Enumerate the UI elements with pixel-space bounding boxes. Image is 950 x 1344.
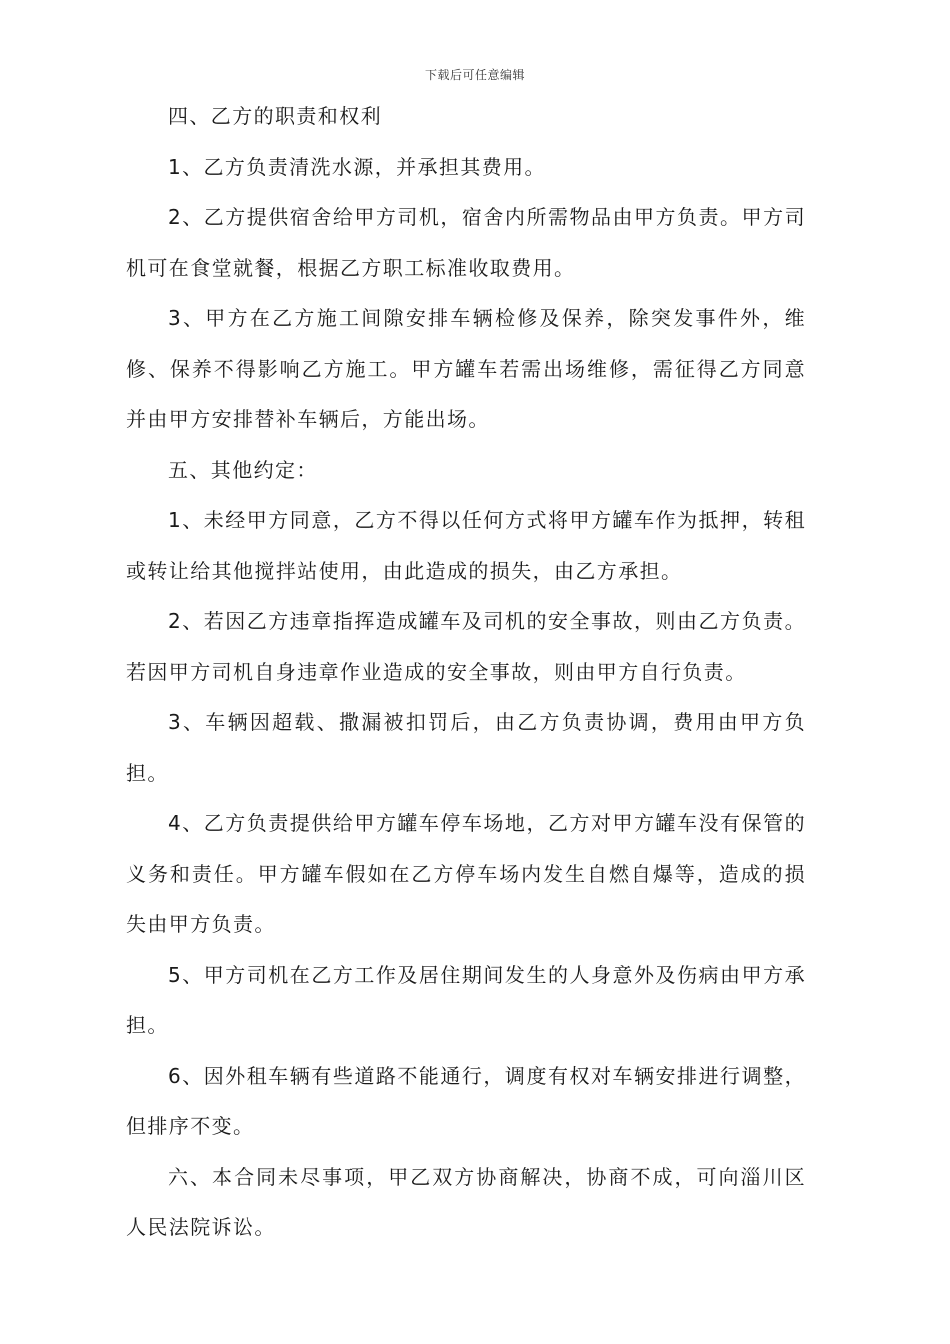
clause-5-4: 4、乙方负责提供给甲方罐车停车场地，乙方对甲方罐车没有保管的义务和责任。甲方罐车假如在乙方停车场内发生自燃自爆等，造成的损失由甲方负责。 <box>126 811 806 936</box>
section-heading-4: 四、乙方的职责和权利 <box>168 104 382 128</box>
section-heading-5: 五、其他约定： <box>168 457 318 482</box>
clause-5-1: 1、未经甲方同意，乙方不得以任何方式将甲方罐车作为抵押，转租或转让给其他搅拌站使用，由此造成的损失，由乙方承担。 <box>126 508 806 583</box>
section-6: 六、本合同未尽事项，甲乙双方协商解决，协商不成，可向淄川区人民法院诉讼。 <box>126 1164 806 1239</box>
header-note: 下载后可任意编辑 <box>424 68 525 82</box>
clause-5-2: 2、若因乙方违章指挥造成罐车及司机的安全事故，则由乙方负责。若因甲方司机自身违章作业造成的安全事故，则由甲方自行负责。 <box>126 609 806 684</box>
clause-5-3: 3、车辆因超载、撒漏被扣罚后，由乙方负责协调，费用由甲方负担。 <box>126 710 806 785</box>
document-body <box>126 91 806 1253</box>
clause-4-2: 2、乙方提供宿舍给甲方司机，宿舍内所需物品由甲方负责。甲方司机可在食堂就餐，根据乙方职工标准收取费用。 <box>126 205 806 280</box>
clause-5-6: 6、因外租车辆有些道路不能通行，调度有权对车辆安排进行调整，但排序不变。 <box>126 1063 806 1138</box>
clause-4-1: 1、乙方负责清洗水源，并承担其费用。 <box>168 154 546 179</box>
clause-4-3: 3、甲方在乙方施工间隙安排车辆检修及保养，除突发事件外，维修、保养不得影响乙方施工。甲方罐车若需出场维修，需征得乙方同意并由甲方安排替补车辆后，方能出场。 <box>126 306 806 431</box>
clause-5-5: 5、甲方司机在乙方工作及居住期间发生的人身意外及伤病由甲方承担。 <box>126 962 806 1037</box>
